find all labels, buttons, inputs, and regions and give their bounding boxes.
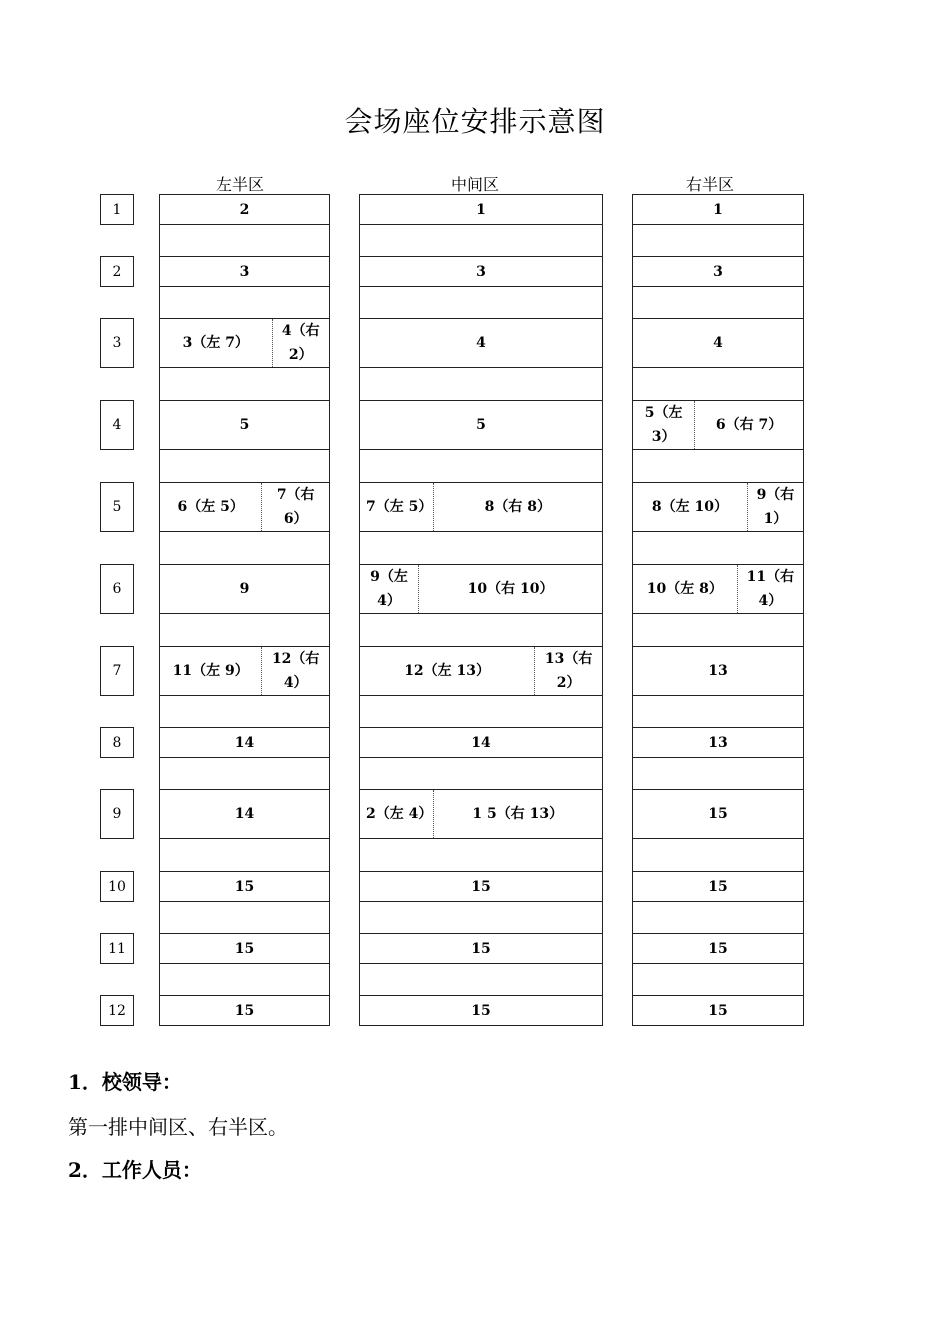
seat-cell: 13 xyxy=(708,734,728,751)
seat-cell: 11（右 4） xyxy=(737,565,803,613)
seat-cell: 9 xyxy=(239,581,250,597)
seat-cell: 15 xyxy=(708,806,728,822)
column-header-middle: 中间区 xyxy=(450,175,499,194)
seat-cell: 10（右 10） xyxy=(418,565,602,613)
row-number: 9 xyxy=(100,789,134,839)
seat-cell: 15 xyxy=(234,878,255,895)
note-heading-staff: 2．工作人员： xyxy=(68,1158,202,1182)
row-number: 4 xyxy=(100,400,134,450)
row-number: 2 xyxy=(100,256,134,287)
column-header-left: 左半区 xyxy=(215,175,264,194)
row-number: 10 xyxy=(100,871,134,902)
row-number: 12 xyxy=(100,995,134,1026)
seat-block-right xyxy=(632,871,804,902)
seat-block-middle xyxy=(359,995,603,1026)
seat-block-right xyxy=(632,400,804,450)
seat-cell: 5 xyxy=(476,417,486,433)
row-number: 3 xyxy=(100,318,134,368)
notes-section xyxy=(68,1066,888,1183)
seat-block-left xyxy=(159,789,330,839)
seat-cell: 10（左 8） xyxy=(646,581,723,597)
seat-cell: 3 xyxy=(476,263,486,280)
seat-cell: 4 xyxy=(713,335,723,351)
seat-cell: 3 xyxy=(239,263,250,280)
seat-block-left xyxy=(159,727,330,758)
row-number: 6 xyxy=(100,564,134,614)
seat-block-middle xyxy=(359,789,603,839)
seat-cell: 15 xyxy=(471,878,491,895)
seat-block-middle xyxy=(359,194,603,225)
seat-cell: 7（左 5） xyxy=(366,499,433,515)
seat-cell: 3（左 7） xyxy=(182,335,249,351)
seat-cell: 12（右 4） xyxy=(261,647,329,695)
seat-cell: 8（左 10） xyxy=(651,499,728,515)
seat-cell: 5 xyxy=(239,417,250,433)
seat-block-right xyxy=(632,789,804,839)
seat-cell: 13 xyxy=(708,663,728,679)
seat-cell: 7（右 6） xyxy=(261,483,329,531)
seat-block-middle xyxy=(359,318,603,368)
row-number: 11 xyxy=(100,933,134,964)
seat-cell: 15 xyxy=(708,878,728,895)
seat-block-middle xyxy=(359,646,603,696)
seat-block-middle xyxy=(359,564,603,614)
seat-cell: 14 xyxy=(471,734,491,751)
seat-cell: 8（右 8） xyxy=(433,483,602,531)
seat-block-middle xyxy=(359,933,603,964)
seat-cell: 15 xyxy=(471,1002,491,1019)
column-header-right: 右半区 xyxy=(685,175,734,194)
seat-cell: 9（右 1） xyxy=(747,483,803,531)
seat-cell: 14 xyxy=(234,806,255,822)
seat-cell: 3 xyxy=(713,263,723,280)
seat-block-middle xyxy=(359,727,603,758)
seat-block-middle xyxy=(359,400,603,450)
seat-block-right xyxy=(632,318,804,368)
seat-block-left xyxy=(159,995,330,1026)
seat-block-right xyxy=(632,194,804,225)
seat-block-right xyxy=(632,727,804,758)
seat-block-middle xyxy=(359,482,603,532)
seat-cell: 15 xyxy=(708,1002,728,1019)
seat-cell: 1 5（右 13） xyxy=(433,790,602,838)
seat-block-right xyxy=(632,564,804,614)
seat-cell: 11（左 9） xyxy=(172,663,249,679)
seat-cell: 13（右 2） xyxy=(534,647,602,695)
note-body-leaders: 第一排中间区、右半区。 xyxy=(68,1115,288,1139)
seat-block-left xyxy=(159,482,330,532)
seat-cell: 15 xyxy=(708,940,728,957)
seat-block-right xyxy=(632,646,804,696)
seat-block-right xyxy=(632,256,804,287)
page-title: 会场座位安排示意图 xyxy=(344,105,606,138)
seat-cell: 12（左 13） xyxy=(404,663,491,679)
seat-cell: 2（左 4） xyxy=(366,806,433,822)
seat-cell: 1 xyxy=(713,201,723,218)
row-number: 7 xyxy=(100,646,134,696)
row-number: 5 xyxy=(100,482,134,532)
seat-block-right xyxy=(632,482,804,532)
seat-block-left xyxy=(159,564,330,614)
row-number: 8 xyxy=(100,727,134,758)
seat-cell: 4 xyxy=(476,335,486,351)
note-heading-leaders: 1．校领导： xyxy=(68,1070,182,1094)
seat-block-middle xyxy=(359,871,603,902)
seat-block-left xyxy=(159,871,330,902)
seat-block-left xyxy=(159,194,330,225)
seat-cell: 1 xyxy=(476,201,486,218)
seat-cell: 2 xyxy=(239,201,250,218)
seat-block-left xyxy=(159,646,330,696)
seat-cell: 5（左 3） xyxy=(644,405,683,445)
seat-cell: 6（右 7） xyxy=(694,401,803,449)
seat-block-left xyxy=(159,400,330,450)
row-number: 1 xyxy=(100,194,134,225)
seat-cell: 15 xyxy=(234,940,255,957)
seat-cell: 4（右 2） xyxy=(272,319,329,367)
seat-block-right xyxy=(632,933,804,964)
seat-cell: 15 xyxy=(471,940,491,957)
seat-cell: 6（左 5） xyxy=(177,499,244,515)
seat-cell: 15 xyxy=(234,1002,255,1019)
seat-block-left xyxy=(159,318,330,368)
seat-block-left xyxy=(159,933,330,964)
seat-cell: 9（左 4） xyxy=(370,569,408,609)
seat-block-left xyxy=(159,256,330,287)
seat-block-middle xyxy=(359,256,603,287)
seat-cell: 14 xyxy=(234,734,255,751)
seat-block-right xyxy=(632,995,804,1026)
